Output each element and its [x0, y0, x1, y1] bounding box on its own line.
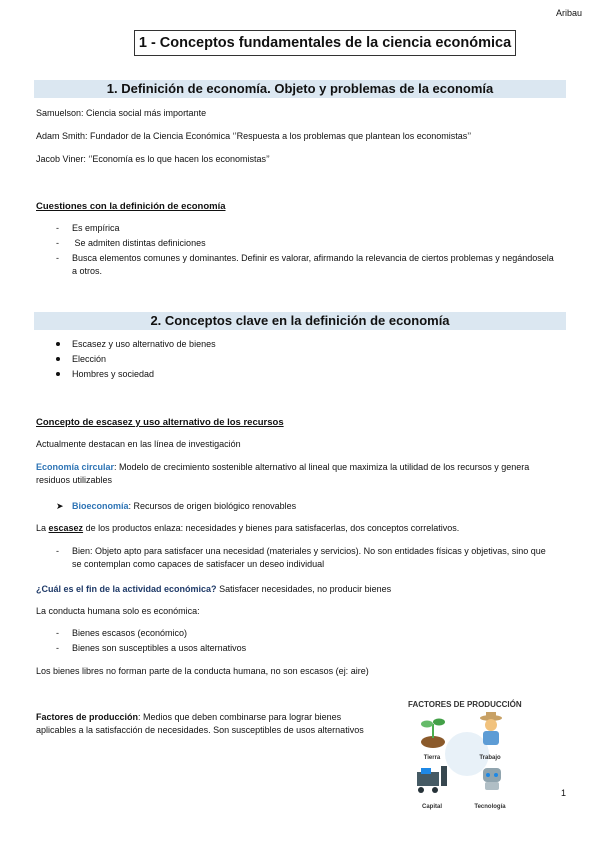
bullet-item-text: Escasez y uso alternativo de bienes — [72, 339, 216, 349]
subheading-cuestiones: Cuestiones con la definición de economía — [36, 201, 226, 212]
paragraph-factores — [36, 711, 376, 737]
text-fragment: de los productos enlaza: necesidades y bienes para satisfacerlas, dos conceptos correlativos. — [83, 523, 460, 533]
intro-investigacion: Actualmente destacan en las línea de investigación — [36, 439, 241, 449]
definition-text: : Medios que deben combinarse para lograr bienes aplicables a la satisfacción de necesidades. Son susceptibles de usos alternativos — [36, 712, 364, 735]
bullet-item-text: Hombres y sociedad — [72, 369, 155, 379]
factor-label-tierra: Tierra — [423, 755, 441, 761]
paragraph-fin-actividad — [36, 583, 564, 596]
page-number: 1 — [560, 788, 566, 798]
bullet-item-text: Elección — [72, 354, 107, 364]
author-name: Aribau — [555, 8, 582, 18]
definition-bien: Bien: Objeto apto para satisfacer una necesidad (materiales y servicios). No son entidades físicas y objetivas, sino que se contemplan como capaces de satisfacer un deseo individual — [72, 546, 546, 569]
robot-icon — [483, 768, 501, 790]
list-item-text: Se admiten distintas definiciones — [72, 238, 206, 248]
definition-text: : Recursos de origen biológico renovables — [128, 501, 297, 511]
factors-illustration — [405, 712, 530, 812]
section-2-heading: 2. Conceptos clave en la definición de economía — [34, 312, 566, 330]
subheading-escasez: Concepto de escasez y uso alternativo de los recursos — [36, 417, 284, 428]
machine-icon — [417, 766, 447, 793]
paragraph-bienes-libres: Los bienes libres no forman parte de la conducta humana, no son escasos (ej: aire) — [36, 666, 369, 676]
paragraph-conducta: La conducta humana solo es económica: — [36, 606, 200, 616]
paragraph-economia-circular — [36, 461, 564, 487]
factor-label-capital: Capital — [421, 804, 442, 810]
paragraph-escasez — [36, 522, 564, 535]
list-item-text: Bienes son susceptibles a usos alternativos — [72, 643, 247, 653]
term-bioeconomia: Bioeconomía — [72, 501, 129, 511]
section-1-heading: 1. Definición de economía. Objeto y problemas de la economía — [34, 80, 566, 98]
list-item-text: Bienes escasos (económico) — [72, 628, 188, 638]
factor-label-tecnologia: Tecnología — [474, 804, 506, 810]
arrow-bullet-icon: ➤ — [56, 501, 64, 511]
background-circle — [445, 732, 489, 776]
definition-adam-smith: Adam Smith: Fundador de la Ciencia Económica ‘’Respuesta a los problemas que plantean los economistas’’ — [36, 131, 472, 141]
answer-text: Satisfacer necesidades, no producir bienes — [216, 584, 392, 594]
question-fin-actividad: ¿Cuál es el fin de la actividad económica? — [36, 584, 217, 594]
term-economia-circular: Economía circular — [36, 462, 115, 472]
definition-samuelson: Samuelson: Ciencia social más importante — [36, 108, 207, 118]
term-escasez: escasez — [48, 523, 84, 533]
text-fragment: La — [36, 523, 49, 533]
page-title: 1 - Conceptos fundamentales de la ciencia económica — [134, 30, 516, 56]
term-factores: Factores de producción — [36, 712, 139, 722]
list-item-text: Es empírica — [72, 223, 120, 233]
list-item-text: Busca elementos comunes y dominantes. Definir es valorar, afirmando la relevancia de ciertos problemas y negándosela a otros. — [72, 253, 554, 276]
definition-text: : Modelo de crecimiento sostenible alternativo al lineal que maximiza la utilidad de los recursos y genera residuos utilizables — [36, 462, 530, 485]
plant-icon — [421, 719, 445, 749]
factor-label-trabajo: Trabajo — [479, 755, 501, 761]
definition-jacob-viner: Jacob Viner: ‘’Economía es lo que hacen los economistas’’ — [36, 154, 270, 164]
farmer-icon — [480, 712, 502, 745]
figure-title: FACTORES DE PRODUCCIÓN — [408, 700, 522, 709]
